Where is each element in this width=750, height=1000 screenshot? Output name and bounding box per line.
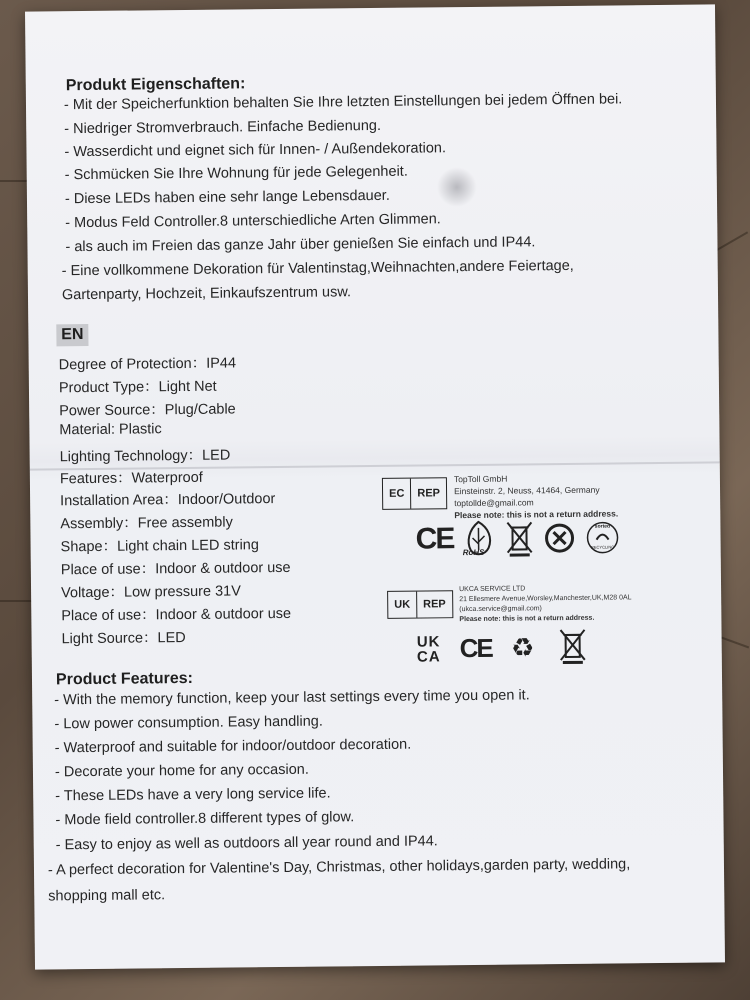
de-section-title: Produkt Eigenschaften: <box>65 75 246 95</box>
spec-line: Product Type：Light Net <box>58 378 217 397</box>
en-feature-item: - These LEDs have a very long service life. <box>55 785 331 805</box>
ec-email: toptollde@gmail.com <box>454 497 534 509</box>
de-item: - Niedriger Stromverbrauch. Einfache Bedienung. <box>64 117 382 138</box>
de-item: - Eine vollkommene Dekoration für Valentinstag,Weihnachten,andere Feiertage, <box>61 257 574 280</box>
en-feature-item: - Decorate your home for any occasion. <box>54 761 309 781</box>
weee-bin-icon <box>555 626 589 666</box>
en-feature-item: - With the memory function, keep your last settings every time you open it. <box>54 687 530 709</box>
ec-label: EC <box>389 487 405 500</box>
uk-rep-box <box>387 590 453 619</box>
en-feature-item: shopping mall etc. <box>48 887 166 905</box>
de-item: - Mit der Speicherfunktion behalten Sie Ihre letzten Einstellungen bei jedem Öffnen bei. <box>63 91 623 114</box>
en-features-title: Product Features: <box>55 669 194 689</box>
de-item: - Schmücken Sie Ihre Wohnung für jede Gelegenheit. <box>64 163 408 184</box>
rohs-label: RoHS <box>462 547 485 558</box>
recycling-label: RECYCLING <box>590 544 615 550</box>
sorted-label: sorted <box>594 523 611 530</box>
de-item: Gartenparty, Hochzeit, Einkaufszentrum usw. <box>61 284 352 304</box>
ukca-bottom: CA <box>416 648 441 666</box>
en-language-badge: EN <box>56 324 88 346</box>
en-feature-item: - A perfect decoration for Valentine's Day, Christmas, other holidays,garden party, wedding, <box>47 856 631 879</box>
uk-note: Please note: this is not a return address. <box>459 614 595 624</box>
spec-line: Light Source：LED <box>61 629 186 648</box>
ec-rep-address <box>454 471 618 521</box>
green-dot-icon <box>542 520 576 556</box>
sorted-recycling-icon <box>582 517 622 557</box>
spec-line: Lighting Technology：LED <box>59 447 231 466</box>
uk-label: UK <box>394 598 411 611</box>
floor-seam <box>717 231 748 250</box>
spec-line: Assembly：Free assembly <box>60 514 233 533</box>
rep-label: REP <box>417 487 441 500</box>
de-item: - Wasserdicht und eignet sich für Innen- / Außendekoration. <box>64 140 447 161</box>
spec-line: Voltage：Low pressure 31V <box>61 583 241 602</box>
spec-line: Shape：Light chain LED string <box>60 537 259 556</box>
ec-rep-box <box>382 477 447 510</box>
spec-line: Place of use：Indoor & outdoor use <box>60 559 291 579</box>
de-item: - Diese LEDs haben eine sehr lange Lebensdauer. <box>64 187 390 208</box>
green-dot-symbol <box>543 522 575 554</box>
smudge <box>437 167 477 207</box>
spec-line: Installation Area：Indoor/Outdoor <box>60 491 276 510</box>
ec-company: TopToll GmbH <box>453 473 508 485</box>
spec-line: Degree of Protection：IP44 <box>58 355 237 374</box>
uk-rep-address <box>459 583 632 625</box>
en-feature-item: - Mode field controller.8 different types of glow. <box>55 809 355 829</box>
spec-line: Power Source：Plug/Cable <box>59 401 236 420</box>
instruction-sheet <box>25 4 725 969</box>
uk-company: UKCA SERVICE LTD <box>459 585 526 594</box>
ukca-mark-icon <box>412 631 446 667</box>
ce-mark-icon: CE <box>415 522 454 556</box>
uk-rep-label: REP <box>423 598 446 611</box>
ec-street: Einsteinstr. 2, Neuss, 41464, Germany <box>453 484 600 497</box>
ukca-top: UK <box>416 633 441 651</box>
uk-street: 21 Ellesmere Avenue,Worsley,Manchester,UK,M28 0AL <box>459 594 632 604</box>
ec-note: Please note: this is not a return address. <box>454 508 619 521</box>
recycle-icon: ♻ <box>510 631 535 663</box>
uk-email: (ukca.service@gmail.com) <box>459 605 542 614</box>
floor-seam <box>0 600 35 602</box>
spec-line: Features：Waterproof <box>59 469 203 488</box>
spec-line: Place of use：Indoor & outdoor use <box>61 605 292 625</box>
de-item: - Modus Feld Controller.8 unterschiedliche Arten Glimmen. <box>65 211 441 232</box>
ce-mark-icon: CE <box>459 632 492 663</box>
rohs-icon <box>458 519 498 559</box>
en-feature-item: - Easy to enjoy as well as outdoors all year round and IP44. <box>55 833 438 854</box>
de-item: - als auch im Freien das ganze Jahr über genießen Sie einfach und IP44. <box>65 234 536 256</box>
weee-bin-icon <box>502 518 536 558</box>
en-feature-item: - Low power consumption. Easy handling. <box>54 713 323 733</box>
spec-line: Material: Plastic <box>59 421 162 439</box>
en-feature-item: - Waterproof and suitable for indoor/outdoor decoration. <box>54 736 412 757</box>
